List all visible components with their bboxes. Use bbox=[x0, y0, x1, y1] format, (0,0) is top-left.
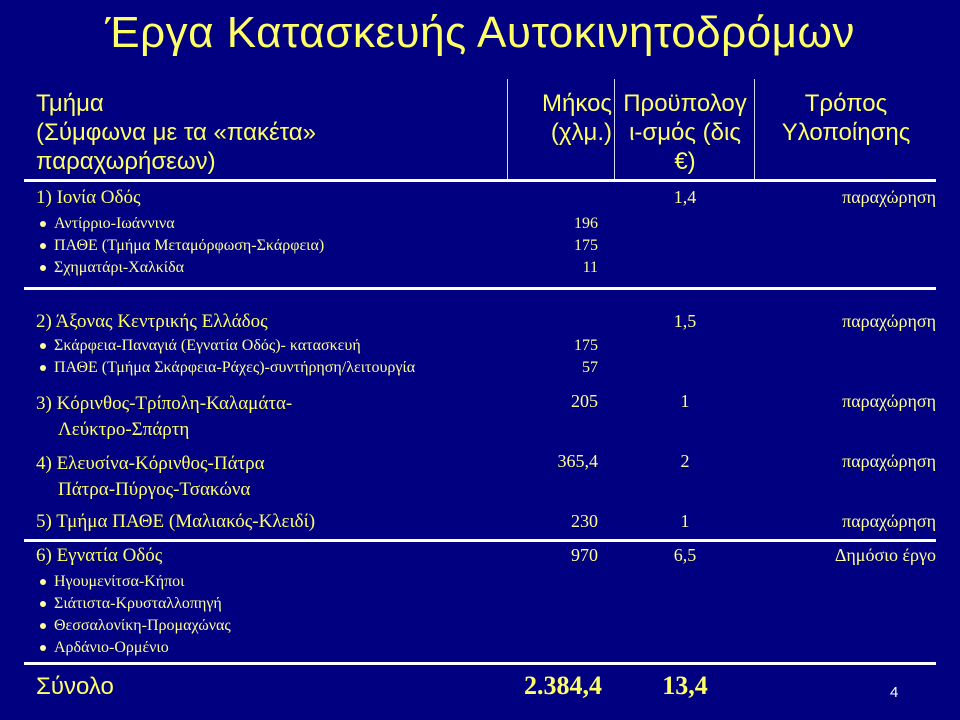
budget-value: 6,5 bbox=[673, 545, 697, 565]
bullet-icon bbox=[40, 601, 46, 607]
total-budget: 13,4 bbox=[662, 671, 708, 700]
list-item bbox=[36, 235, 496, 257]
row-title: 1) Ιονία Οδός bbox=[36, 187, 141, 208]
bullet-icon bbox=[40, 243, 46, 249]
header-section bbox=[36, 89, 496, 176]
budget-value: 1 bbox=[680, 391, 690, 411]
slide-title: Έργα Κατασκευής Αυτοκινητοδρόμων bbox=[105, 8, 855, 57]
list-item bbox=[36, 335, 506, 357]
length-value: 11 bbox=[582, 259, 598, 276]
bullet-icon bbox=[40, 365, 46, 371]
bullet-icon bbox=[40, 343, 46, 349]
row-title-line2: Πάτρα-Πύργος-Τσακώνα bbox=[58, 479, 251, 500]
row-title bbox=[36, 391, 292, 443]
list-item-text: Σιάτιστα-Κρυσταλλοπηγή bbox=[54, 595, 222, 612]
header-method-line1: Τρόπος bbox=[804, 90, 888, 117]
list-item bbox=[36, 615, 496, 637]
bullet-icon bbox=[40, 579, 46, 585]
length-value: 970 bbox=[571, 545, 598, 565]
list-item bbox=[36, 593, 496, 615]
projects-table bbox=[24, 79, 936, 715]
bullet-icon bbox=[40, 645, 46, 651]
method-value: Δημόσιο έργο bbox=[834, 545, 936, 565]
header-budget-line2: ι-σμός (δις bbox=[629, 119, 741, 146]
length-value: 57 bbox=[582, 359, 598, 376]
method-value: παραχώρηση bbox=[842, 311, 936, 331]
length-value: 205 bbox=[571, 391, 598, 411]
list-item-text: Αρδάνιο-Ορμένιο bbox=[54, 639, 169, 656]
row-title-line1: 4) Ελευσίνα-Κόρινθος-Πάτρα bbox=[36, 453, 265, 474]
row-divider bbox=[24, 662, 936, 665]
list-item-text: Αντίρριο-Ιωάννινα bbox=[54, 215, 175, 232]
list-item-text: Σχηματάρι-Χαλκίδα bbox=[54, 259, 185, 276]
list-item bbox=[36, 257, 496, 279]
budget-value: 1,4 bbox=[673, 187, 697, 207]
list-item-text: Θεσσαλονίκη-Προμαχώνας bbox=[54, 617, 231, 634]
bullet-icon bbox=[40, 265, 46, 271]
header-length-line1: Μήκος bbox=[542, 90, 612, 117]
row-title: 5) Τμήμα ΠΑΘΕ (Μαλιακός-Κλειδί) bbox=[36, 511, 316, 532]
header-section-line1: Τμήμα bbox=[36, 90, 104, 117]
length-value: 230 bbox=[571, 511, 598, 531]
row-title: 2) Άξονας Κεντρικής Ελλάδος bbox=[36, 311, 268, 332]
header-method-line2: Υλοποίησης bbox=[781, 119, 911, 146]
row-title-line1: 3) Κόρινθος-Τρίπολη-Καλαμάτα- bbox=[36, 393, 293, 414]
method-value: παραχώρηση bbox=[842, 391, 936, 411]
header-length bbox=[510, 89, 612, 147]
length-value: 365,4 bbox=[557, 451, 598, 471]
list-item-text: Σκάρφεια-Παναγιά (Εγνατία Οδός)- κατασκευή bbox=[54, 337, 361, 354]
list-item bbox=[36, 571, 496, 593]
row-divider bbox=[24, 539, 936, 542]
method-value: παραχώρηση bbox=[842, 511, 936, 531]
budget-value: 2 bbox=[680, 451, 690, 471]
row-title bbox=[36, 451, 265, 503]
total-length: 2.384,4 bbox=[524, 671, 602, 700]
page-number: 4 bbox=[890, 684, 899, 701]
method-value: παραχώρηση bbox=[842, 187, 936, 207]
list-item bbox=[36, 357, 506, 379]
header-method bbox=[756, 89, 936, 147]
row-title-line2: Λεύκτρο-Σπάρτη bbox=[58, 419, 190, 440]
header-budget-line3: €) bbox=[674, 148, 696, 175]
header-section-line2: (Σύμφωνα με τα «πακέτα» bbox=[36, 119, 317, 146]
length-value: 175 bbox=[574, 337, 598, 354]
list-item-text: Ηγουμενίτσα-Κήποι bbox=[54, 573, 185, 590]
row-title: 6) Εγνατία Οδός bbox=[36, 545, 163, 566]
bullet-icon bbox=[40, 221, 46, 227]
row-divider bbox=[24, 287, 936, 290]
list-item-text: ΠΑΘΕ (Τμήμα Σκάρφεια-Ράχες)-συντήρηση/λειτουργία bbox=[54, 359, 416, 376]
header-length-line2: (χλμ.) bbox=[550, 119, 612, 146]
header-budget bbox=[616, 89, 754, 176]
header-section-line3: παραχωρήσεων) bbox=[36, 148, 216, 175]
budget-value: 1 bbox=[680, 511, 690, 531]
list-item bbox=[36, 637, 496, 659]
length-value: 196 bbox=[574, 215, 598, 232]
method-value: παραχώρηση bbox=[842, 451, 936, 471]
header-divider bbox=[24, 179, 936, 182]
header-budget-line1: Προϋπολογ bbox=[623, 90, 747, 117]
budget-value: 1,5 bbox=[673, 311, 697, 331]
list-item-text: ΠΑΘΕ (Τμήμα Μεταμόρφωση-Σκάρφεια) bbox=[54, 237, 325, 254]
length-value: 175 bbox=[574, 237, 598, 254]
list-item bbox=[36, 213, 496, 235]
bullet-icon bbox=[40, 623, 46, 629]
total-label: Σύνολο bbox=[36, 673, 114, 700]
